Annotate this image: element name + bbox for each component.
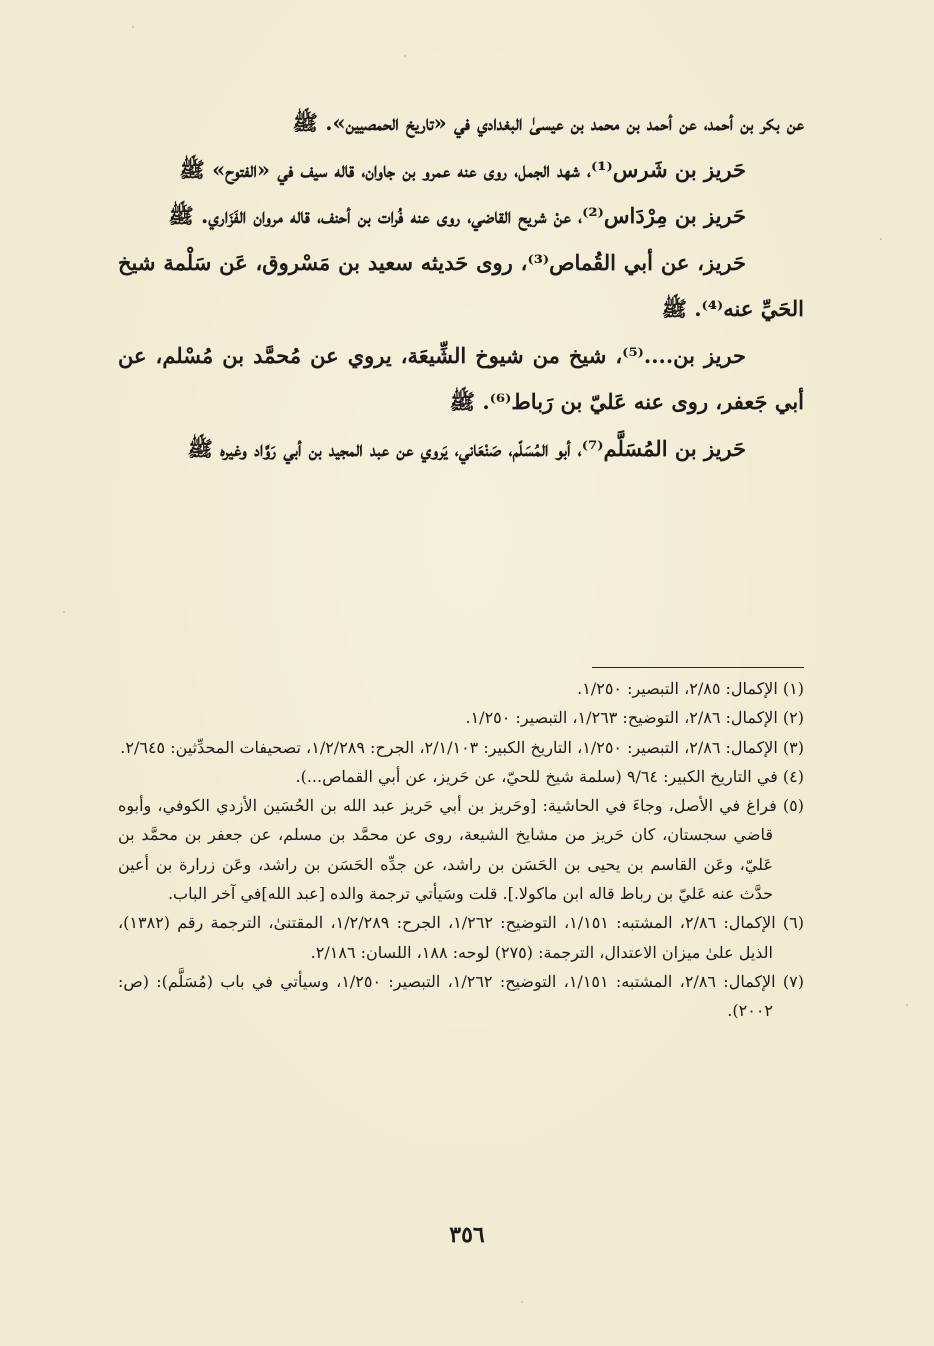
entry-hariz-ibn-mirdas: حَريز بن مِرْدَاس⁽²⁾، عنْ شريح القاضي، روى عنه فُرات بن أحنف، قاله مروان الفَزَاري. ﷺ — [168, 203, 746, 228]
entry-hariz-shia-shaykh: حريز بن....⁽⁵⁾، شيخ من شيوخ الشِّيعَة، يروي عن مُحمَّد بن مُسْلم، عن أبي جَعفر، روى عنه عَليّ بن رَباط⁽⁶⁾. ﷺ — [118, 342, 804, 414]
entry-hariz-ibn-al-musallam: حَريز بن المُسَلَّم⁽⁷⁾، أبو المُسَلّم، صَنْعَاني، يَروي عن عبد المجيد بن أبي رَوَّاد وغيره ﷺ — [187, 435, 746, 461]
paper-speck — [521, 1301, 523, 1303]
entry-hariz-abi-al-qumas: حَريز، عن أبي القُماص⁽³⁾، روى حَديثه سعيد بن مَسْروق، عَن سَلْمة شيخ الحَيِّ عنه⁽⁴⁾. ﷺ — [118, 249, 804, 321]
footnote-divider — [592, 667, 804, 668]
footnotes — [118, 674, 804, 1026]
footnote-6: (٦) الإكمال: ٢/٨٦، المشتبه: ١/١٥١، التوضيح: ١/٢٦٢، الجرح: ١/٢/٢٨٩، المقتنىٰ، الترجمة رقم (١٣٨٢)، الذيل علىٰ ميزان الاعتدال، الترجمة: (٢٧٥) لوحه: ١٨٨، اللسان: ٢/١٨٦. — [118, 913, 804, 962]
footnote-7: (٧) الإكمال: ٢/٨٦، المشتبه: ١/١٥١، التوضيح: ١/٢٦٢، التبصير: ١/٢٥٠، وسيأتي في باب (مُسَلَّم): (ص: ٢٠٠٢). — [118, 971, 805, 1021]
paper-speck — [906, 1004, 908, 1006]
paragraph-continuation: عن بكر بن أحمد، عن أحمد بن محمد بن عيسىٰ البغدادي في «تاريخ الحمصيين». ﷺ — [292, 110, 804, 135]
paper-speck — [63, 611, 65, 613]
paper-speck — [132, 26, 134, 28]
footnote-3: (٣) الإكمال: ٢/٨٦، التبصير: ١/٢٥٠، التاريخ الكبير: ٢/١/١٠٣، الجرح: ١/٢/٢٨٩، تصحيفات المحدِّثين: ٢/٦٤٥. — [120, 737, 804, 757]
paper-speck — [404, 55, 406, 57]
footnote-1: (١) الإكمال: ٢/٨٥، التبصير: ١/٢٥٠. — [577, 679, 804, 698]
footnote-2: (٢) الإكمال: ٢/٨٦، التوضيح: ١/٢٦٣، التبصير: ١/٢٥٠. — [465, 708, 804, 728]
entry-hariz-ibn-shars: حَريز بن شَرس⁽¹⁾، شهد الجمل، روى عنه عمرو بن جاوان، قاله سيف في «الفتوح» ﷺ — [179, 156, 746, 182]
paper-speck — [880, 238, 882, 240]
page-number: ٣٥٦ — [449, 1222, 485, 1248]
footnote-5: (٥) فراغ في الأصل، وجاءَ في الحاشية: [وحَريز بن أبي حَريز عبد الله بن الحُسَين الأزدي الكوفي، وأبوه قاضي سجستان، كان حَريز من مشايخ الشيعة، روى عن محمَّد بن مسلم، عن جعفر بن محمَّد بن عَليّ، وعَن القاسم بن يحيى بن الحَسَن بن راشد، عن جدِّه الحَسَن بن راشد، وعَن زرارة بن أعين حدَّث عنه عَليّ بن رباط قاله ابن ماكولا.]. قلت وسَيأتي ترجمة والده [عبد الله]في آخر الباب. — [118, 796, 804, 904]
main-text — [118, 100, 804, 472]
footnote-4: (٤) في التاريخ الكبير: ٩/٦٤ (سلمة شيخ للحيّ، عن حَريز، عن أبي القماص...). — [295, 766, 804, 786]
